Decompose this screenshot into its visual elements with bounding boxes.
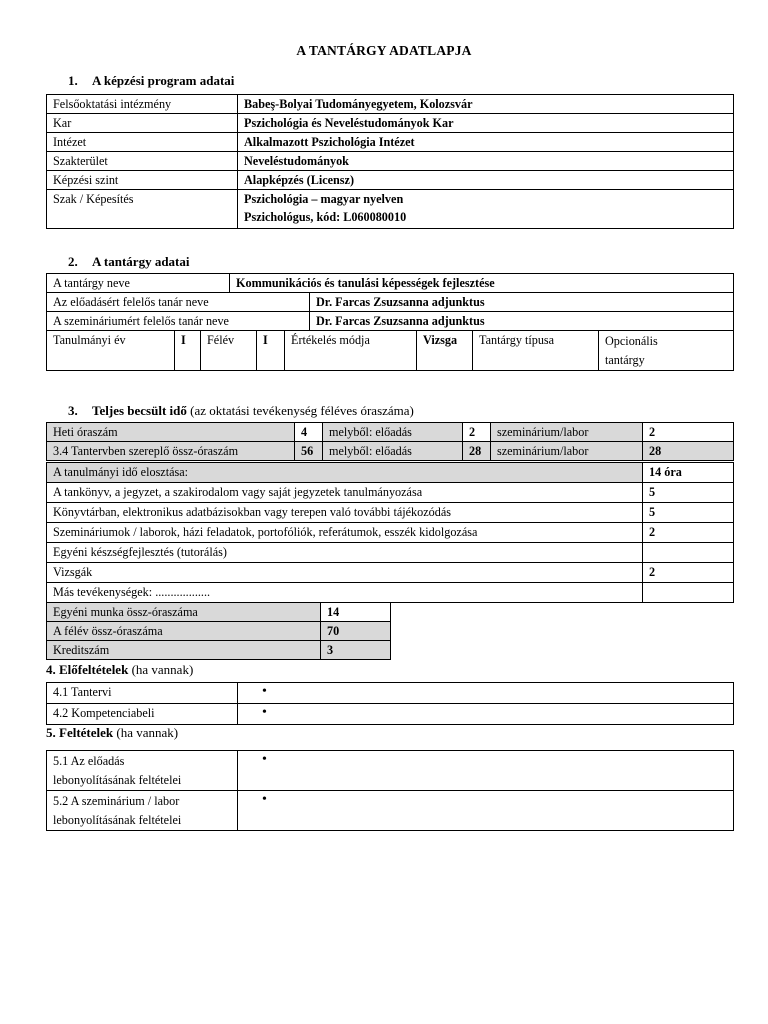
seminar-teacher-label: A szemináriumért felelős tanár neve [47, 312, 310, 331]
total-seminar-label: szeminárium/labor [491, 442, 643, 461]
year-value: I [175, 331, 201, 371]
table-row [47, 503, 734, 523]
activity-label: Egyéni készségfejlesztés (tutorálás) [47, 543, 643, 563]
table-row [47, 622, 391, 641]
condition-label [47, 751, 238, 791]
program-value: Alkalmazott Pszichológia Intézet [238, 133, 734, 152]
lecturer-value: Dr. Farcas Zsuzsanna adjunktus [310, 293, 734, 312]
subject-name-table [46, 273, 734, 293]
weekly-lecture-value: 2 [463, 423, 491, 442]
table-row [47, 171, 734, 190]
prerequisites-table [46, 682, 734, 725]
table-row [47, 583, 734, 603]
program-label: Szakterület [47, 152, 238, 171]
hours-weekly-table [46, 422, 734, 461]
prerequisite-label: 4.1 Tantervi [47, 683, 238, 704]
program-label: Kar [47, 114, 238, 133]
subject-type-value [599, 331, 734, 371]
program-label: Szak / Képesítés [47, 190, 238, 229]
table-row [47, 152, 734, 171]
section-4-note: (ha vannak) [131, 662, 194, 677]
table-row [47, 312, 734, 331]
subject-type-value-line: Opcionális [605, 334, 658, 348]
lecturer-label: Az előadásért felelős tanár neve [47, 293, 310, 312]
activity-value: 2 [643, 523, 734, 543]
activity-label: Más tevékenységek: .................. [47, 583, 643, 603]
prerequisite-bullet: • [238, 704, 734, 725]
semester-value: I [257, 331, 285, 371]
section-4-title: 4. Előfeltételek [46, 662, 129, 677]
summary-label: Kreditszám [47, 641, 321, 660]
program-value: Alapképzés (Licensz) [238, 171, 734, 190]
weekly-hours-label: Heti óraszám [47, 423, 295, 442]
section-3-title: Teljes becsült idő [92, 403, 187, 418]
condition-bullet: • [238, 791, 734, 831]
prerequisite-bullet: • [238, 683, 734, 704]
subject-type-label: Tantárgy típusa [473, 331, 599, 371]
condition-bullet: • [238, 751, 734, 791]
weekly-seminar-label: szeminárium/labor [491, 423, 643, 442]
year-label: Tanulmányi év [47, 331, 175, 371]
weekly-hours-value: 4 [295, 423, 323, 442]
section-5-heading [46, 725, 178, 741]
table-row [47, 190, 734, 229]
program-value-cell [238, 190, 734, 229]
semester-label: Félév [201, 331, 257, 371]
section-2-title: A tantárgy adatai [92, 254, 190, 269]
activity-value: 5 [643, 503, 734, 523]
program-value: Babeş-Bolyai Tudományegyetem, Kolozsvár [238, 95, 734, 114]
condition-label-line: 5.1 Az előadás [53, 754, 125, 768]
program-value: Pszichológia és Neveléstudományok Kar [238, 114, 734, 133]
section-4-heading [46, 662, 193, 678]
activity-value [643, 583, 734, 603]
table-row [47, 563, 734, 583]
program-value: Pszichológia – magyar nyelven [244, 192, 404, 206]
table-row [47, 791, 734, 831]
table-row [47, 683, 734, 704]
evaluation-value: Vizsga [417, 331, 473, 371]
condition-label-line: 5.2 A szeminárium / labor [53, 794, 180, 808]
summary-value: 14 [321, 603, 391, 622]
section-1-title: A képzési program adatai [92, 73, 235, 88]
table-row [47, 274, 734, 293]
evaluation-label: Értékelés módja [285, 331, 417, 371]
section-3-heading [68, 403, 414, 419]
table-row [47, 331, 734, 371]
table-row [47, 483, 734, 503]
table-row [47, 603, 391, 622]
total-seminar-value: 28 [643, 442, 734, 461]
document-title: A TANTÁRGY ADATLAPJA [296, 43, 472, 58]
program-value-secondary: Pszichológus, kód: L060080010 [244, 210, 407, 224]
section-5-note: (ha vannak) [116, 725, 179, 740]
weekly-lecture-label: melyből: előadás [323, 423, 463, 442]
program-table [46, 94, 734, 229]
table-row [47, 463, 734, 483]
subject-name-value: Kommunikációs és tanulási képességek fejlesztése [230, 274, 734, 293]
table-row [47, 293, 734, 312]
program-label: Képzési szint [47, 171, 238, 190]
responsible-table [46, 292, 734, 331]
section-1-heading [68, 73, 234, 89]
section-2-heading [68, 254, 190, 270]
table-row [47, 423, 734, 442]
weekly-seminar-value: 2 [643, 423, 734, 442]
hours-summary-table [46, 602, 391, 660]
activity-value [643, 543, 734, 563]
table-row [47, 95, 734, 114]
condition-label [47, 791, 238, 831]
table-row [47, 442, 734, 461]
seminar-teacher-value: Dr. Farcas Zsuzsanna adjunktus [310, 312, 734, 331]
table-row [47, 704, 734, 725]
table-row [47, 641, 391, 660]
total-hours-value: 56 [295, 442, 323, 461]
distribution-value: 14 óra [643, 463, 734, 483]
activity-label: A tankönyv, a jegyzet, a szakirodalom vagy saját jegyzetek tanulmányozása [47, 483, 643, 503]
program-label: Intézet [47, 133, 238, 152]
subject-name-label: A tantárgy neve [47, 274, 230, 293]
table-row [47, 543, 734, 563]
section-5-title: 5. Feltételek [46, 725, 114, 740]
table-row [47, 114, 734, 133]
summary-value: 3 [321, 641, 391, 660]
section-2-number: 2. [68, 254, 78, 269]
total-lecture-value: 28 [463, 442, 491, 461]
section-1-number: 1. [68, 73, 78, 88]
summary-label: Egyéni munka össz-óraszáma [47, 603, 321, 622]
program-label: Felsőoktatási intézmény [47, 95, 238, 114]
activity-value: 2 [643, 563, 734, 583]
table-row [47, 751, 734, 791]
section-3-note: (az oktatási tevékenység féléves óraszáma) [190, 403, 414, 418]
prerequisite-label: 4.2 Kompetenciabeli [47, 704, 238, 725]
summary-label: A félév össz-óraszáma [47, 622, 321, 641]
conditions-table [46, 750, 734, 831]
activity-label: Szemináriumok / laborok, házi feladatok, portofóliók, referátumok, esszék kidolgozása [47, 523, 643, 543]
total-hours-label: 3.4 Tantervben szereplő össz-óraszám [47, 442, 295, 461]
subject-type-value-line: tantárgy [605, 353, 645, 367]
table-row [47, 133, 734, 152]
subject-meta-table [46, 330, 734, 371]
summary-value: 70 [321, 622, 391, 641]
activity-label: Vizsgák [47, 563, 643, 583]
program-value: Neveléstudományok [238, 152, 734, 171]
condition-label-line: lebonyolításának feltételei [53, 773, 182, 787]
distribution-label: A tanulmányi idő elosztása: [47, 463, 643, 483]
condition-label-line: lebonyolításának feltételei [53, 813, 182, 827]
total-lecture-label: melyből: előadás [323, 442, 463, 461]
activity-label: Könyvtárban, elektronikus adatbázisokban vagy terepen való további tájékozódás [47, 503, 643, 523]
table-row [47, 523, 734, 543]
hours-distribution-table [46, 462, 734, 603]
activity-value: 5 [643, 483, 734, 503]
section-3-number: 3. [68, 403, 78, 418]
